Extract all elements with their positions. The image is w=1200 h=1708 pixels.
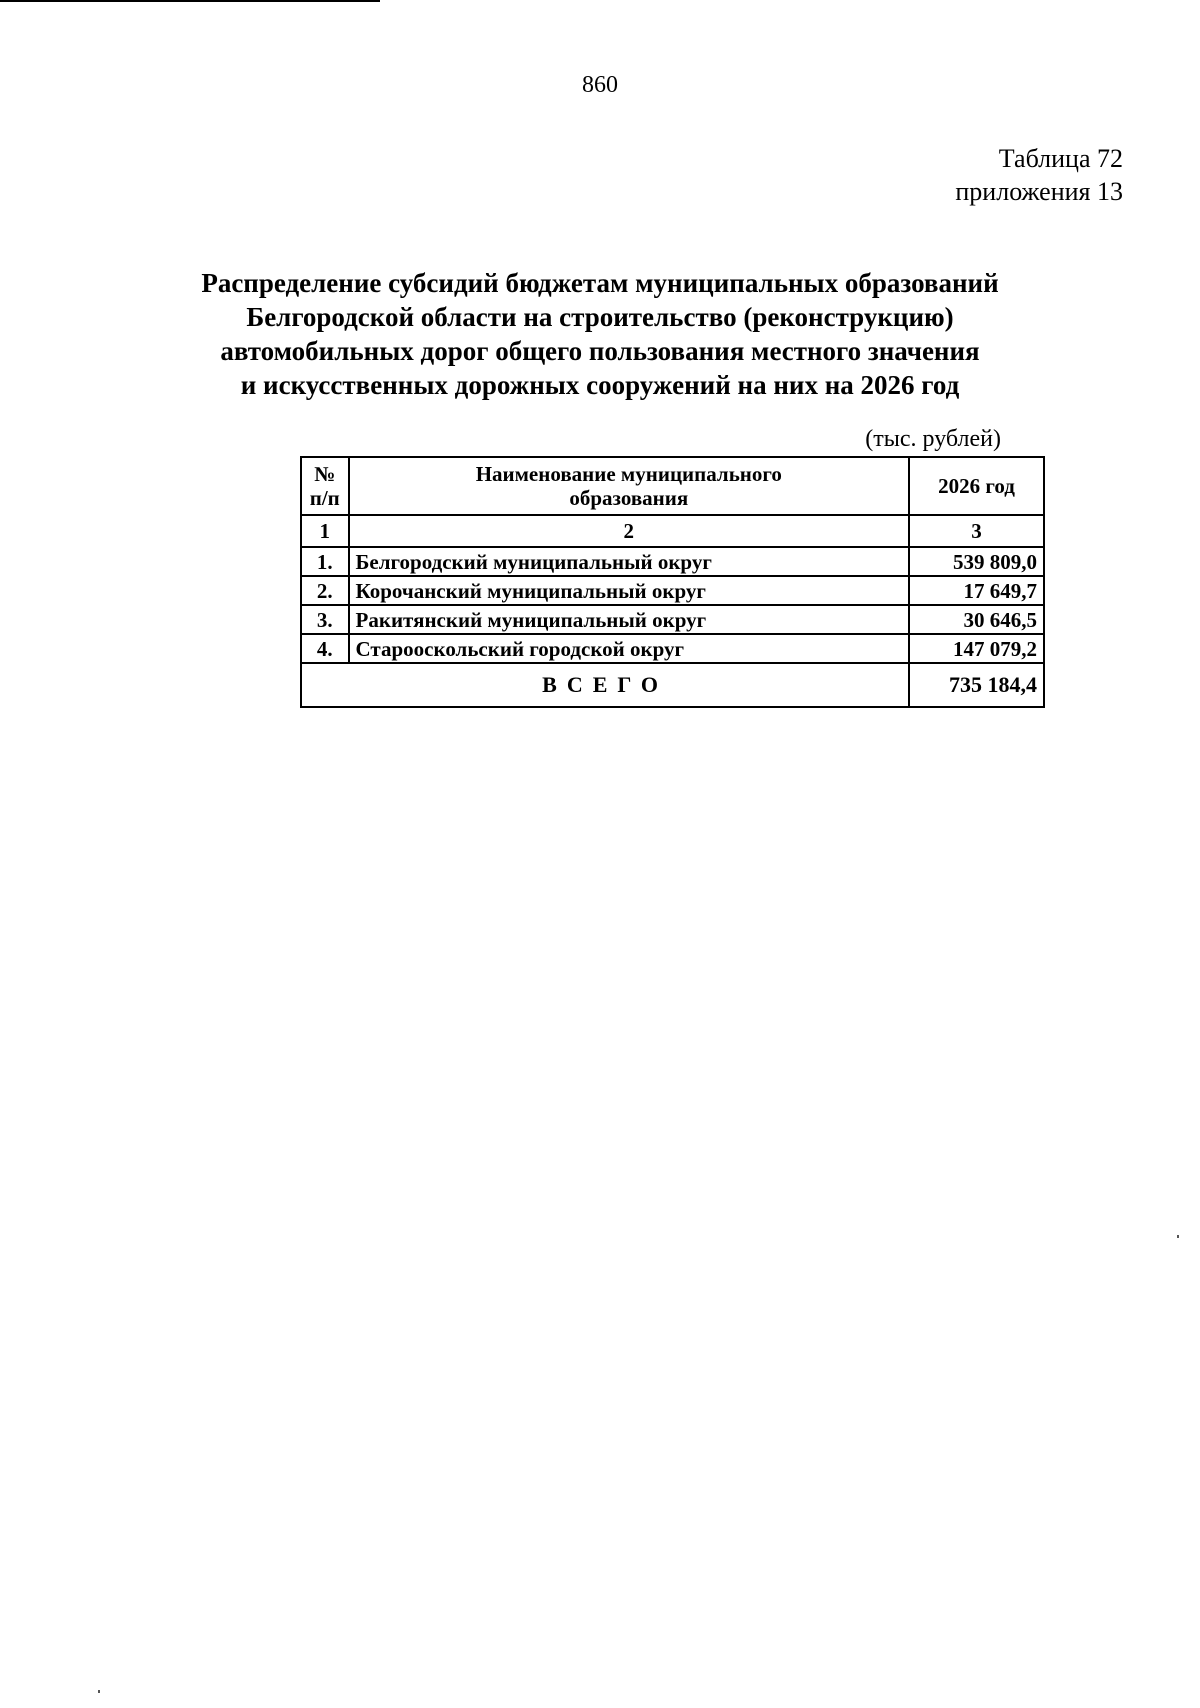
column-index-cell: 3 [909,515,1044,547]
title-line: автомобильных дорог общего пользования местного значения [220,336,980,366]
appendix-table-label: Таблица 72 [998,144,1123,173]
row-amount: 30 646,5 [909,605,1044,634]
table-row [301,547,1044,576]
row-municipality: Корочанский муниципальный округ [349,576,910,605]
row-municipality: Белгородский муниципальный округ [349,547,910,576]
table-header-row [301,457,1044,515]
total-label: ВСЕГО [301,663,909,707]
subsidy-table [300,456,1045,708]
column-index-row [301,515,1044,547]
page-number: 860 [582,72,618,98]
row-number: 3. [301,605,349,634]
document-title [0,266,1200,402]
table-row [301,576,1044,605]
row-municipality: Ракитянский муниципальный округ [349,605,910,634]
total-row [301,663,1044,707]
units-note: (тыс. рублей) [865,426,1001,452]
table-row [301,634,1044,663]
column-index-cell: 2 [349,515,910,547]
row-amount: 17 649,7 [909,576,1044,605]
table-row [301,605,1044,634]
title-line: Белгородской области на строительство (реконструкцию) [246,302,954,332]
row-municipality: Старооскольский городской округ [349,634,910,663]
title-line: и искусственных дорожных сооружений на них на 2026 год [240,370,960,400]
appendix-reference [955,142,1123,208]
header-name: Наименование муниципального образования [349,457,910,515]
row-number: 1. [301,547,349,576]
scan-speck [98,1690,100,1693]
header-number: № п/п [301,457,349,515]
scan-speck [1177,1235,1179,1238]
scan-edge-line [0,0,380,2]
row-number: 4. [301,634,349,663]
row-number: 2. [301,576,349,605]
row-amount: 147 079,2 [909,634,1044,663]
column-index-cell: 1 [301,515,349,547]
title-line: Распределение субсидий бюджетам муниципальных образований [201,268,999,298]
header-year: 2026 год [909,457,1044,515]
row-amount: 539 809,0 [909,547,1044,576]
total-amount: 735 184,4 [909,663,1044,707]
appendix-annex-label: приложения 13 [955,177,1123,206]
